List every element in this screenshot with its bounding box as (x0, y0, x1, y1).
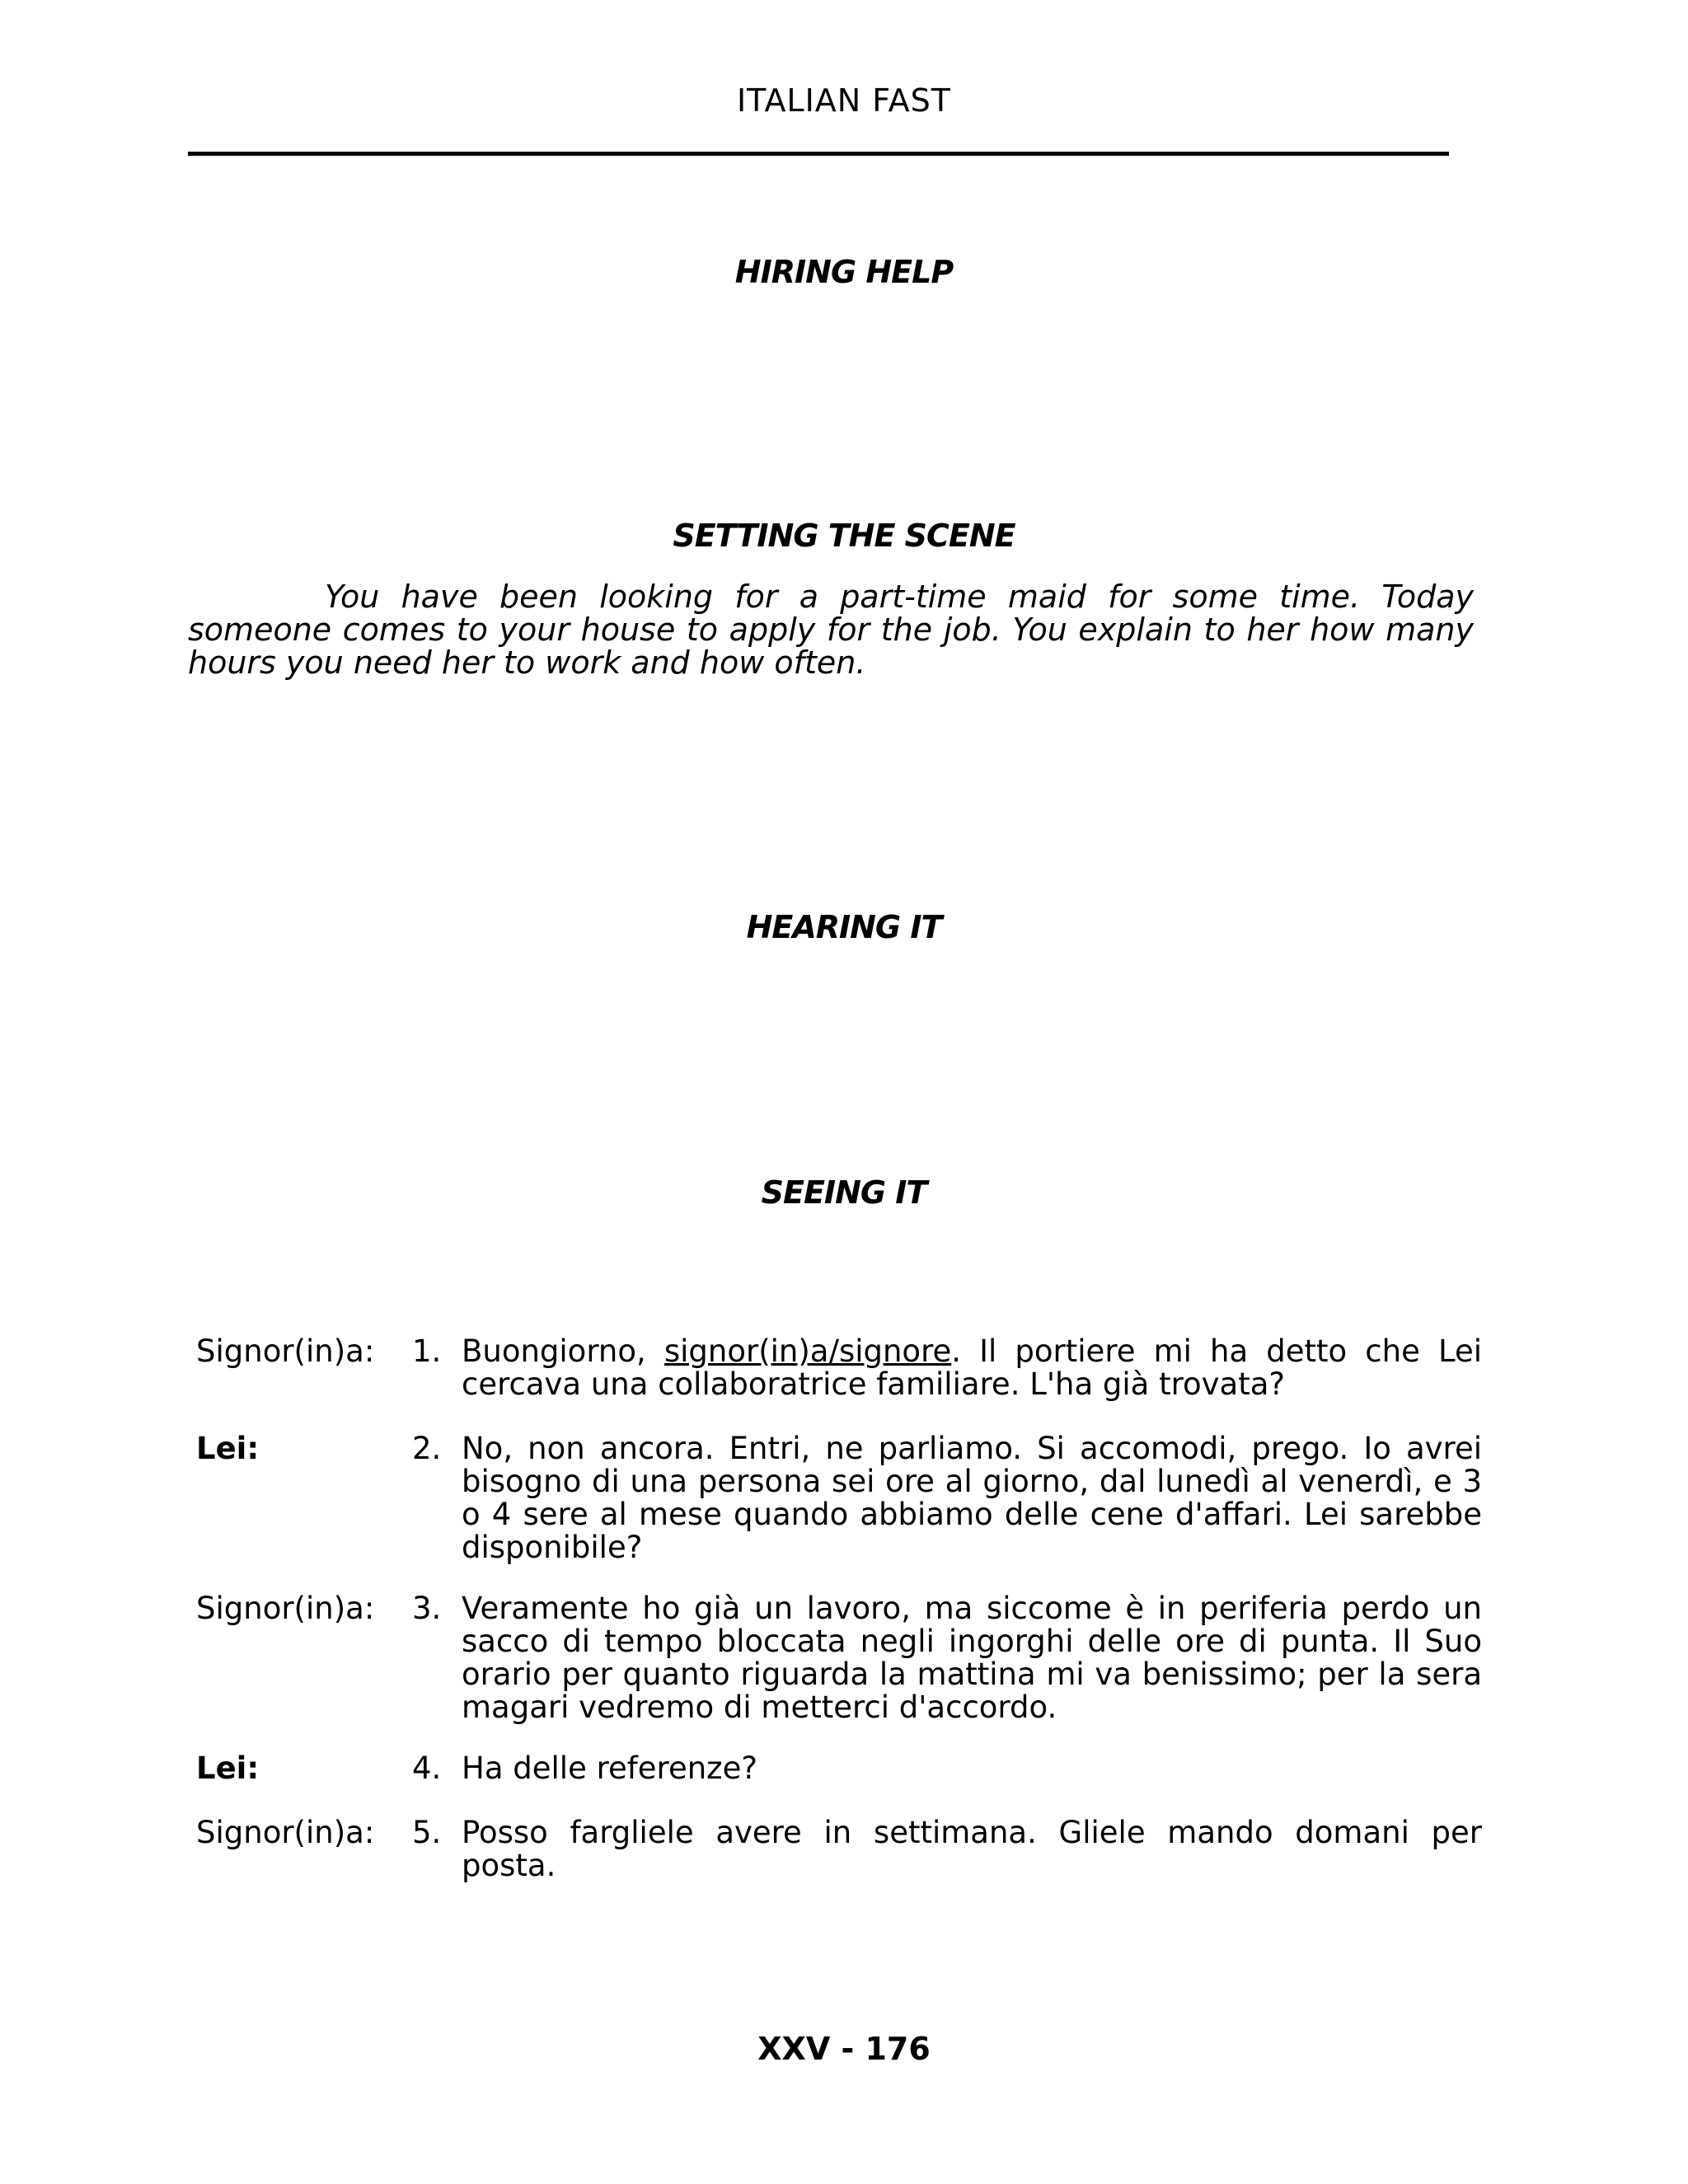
section-title-hearing-it: HEARING IT (746, 909, 942, 945)
header-divider (188, 152, 1449, 156)
section-title-setting-the-scene: SETTING THE SCENE (673, 518, 1015, 554)
underlined-term: signor(in)a/signore (663, 1333, 952, 1369)
page-number: XXV - 176 (757, 2031, 931, 2067)
section-title-seeing-it: SEEING IT (761, 1174, 927, 1211)
speaker-label: Lei: (196, 1750, 260, 1786)
line-number: 5. (412, 1815, 442, 1850)
dialogue-text-start: Buongiorno, (462, 1333, 664, 1369)
speaker-label: Signor(in)a: (196, 1591, 375, 1626)
line-number: 2. (412, 1431, 442, 1466)
speaker-label: Lei: (196, 1431, 260, 1466)
dialogue-text: No, non ancora. Entri, ne parliamo. Si accomodi, prego. Io avrei bisogno di una persona sei ore al giorno, dal lunedì al venerdì, e 3 o 4 sere al mese quando abbiamo delle cene d'affari. Lei sarebbe disponibile? (462, 1431, 1482, 1565)
dialogue-text: Ha delle referenze? (462, 1750, 757, 1786)
dialogue-text (462, 1335, 1482, 1401)
dialogue-text: Veramente ho già un lavoro, ma siccome è in periferia perdo un sacco di tempo bloccata negli ingorghi delle ore di punta. Il Suo orario per quanto riguarda la mattina mi va benissimo; per la sera magari vedremo di metterci d'accordo. (462, 1591, 1482, 1725)
line-number: 1. (412, 1333, 442, 1369)
dialogue-text-end: . Il portiere mi ha detto che Lei cercava una collaboratrice familiare. L'ha già trovata? (462, 1333, 1482, 1402)
line-number: 4. (412, 1750, 442, 1786)
dialogue-text: Posso fargliele avere in settimana. Gliele mando domani per posta. (462, 1815, 1482, 1883)
page-header: ITALIAN FAST (736, 82, 952, 119)
speaker-label: Signor(in)a: (196, 1815, 375, 1850)
scene-description: You have been looking for a part-time maid for some time. Today someone comes to your house to apply for the job. You explain to her how many hours you need her to work and how often. (188, 579, 1474, 681)
section-title-hiring-help: HIRING HELP (734, 254, 954, 290)
line-number: 3. (412, 1591, 442, 1626)
speaker-label: Signor(in)a: (196, 1333, 375, 1369)
